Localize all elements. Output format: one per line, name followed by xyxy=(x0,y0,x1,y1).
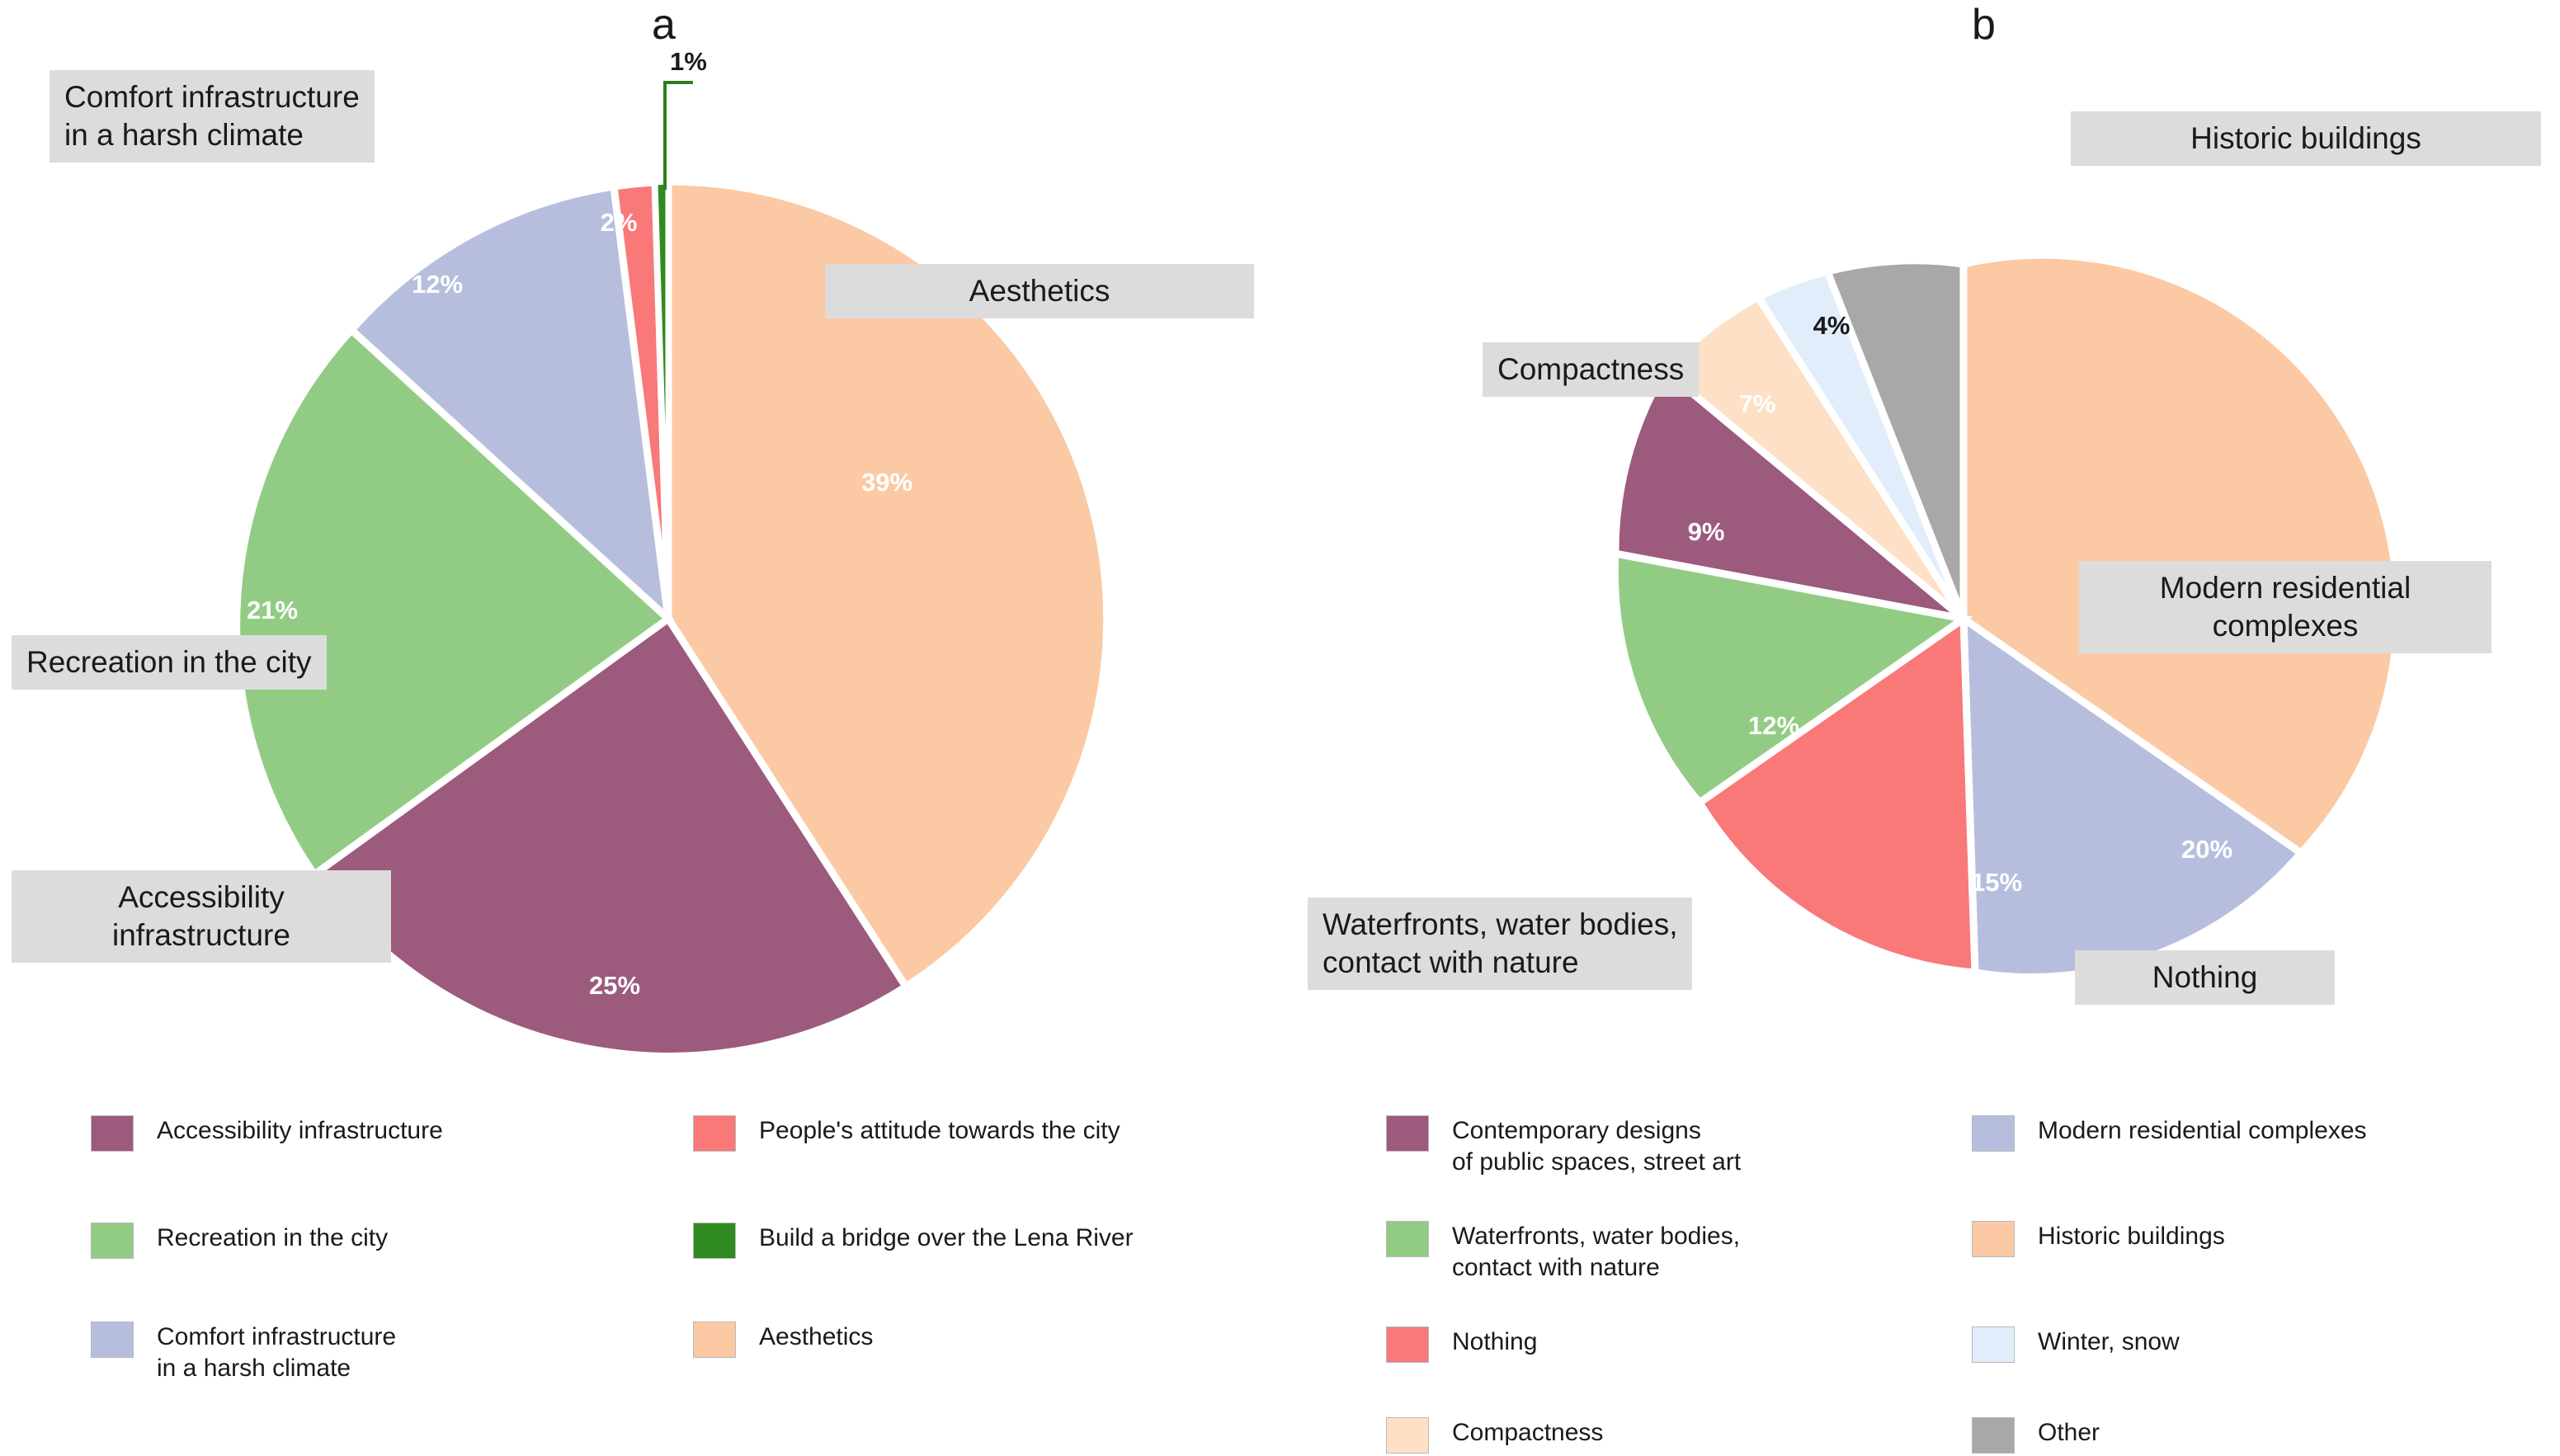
legend-b xyxy=(1287,1097,2560,1444)
callout-accessibility: Accessibility infrastructure xyxy=(12,870,391,963)
legend-label: Nothing xyxy=(1452,1328,1538,1355)
legend-label: Aesthetics xyxy=(759,1323,874,1350)
legend-item-b-1[interactable] xyxy=(1386,1221,1740,1284)
legend-item-b-2[interactable] xyxy=(1386,1326,1537,1363)
slice-label-a-bridge: 1% xyxy=(670,47,707,76)
slice-label-b-waterfronts: 12% xyxy=(1747,711,1800,740)
slice-label-b-nothing: 15% xyxy=(1970,868,2023,897)
callout-waterfronts: Waterfronts, water bodies, contact with nature xyxy=(1308,898,1692,990)
legend-item-a-0[interactable] xyxy=(91,1115,443,1152)
legend-swatch-icon xyxy=(1972,1115,2015,1152)
slice-label-a-recreation: 21% xyxy=(246,596,299,624)
legend-swatch-icon xyxy=(1386,1417,1429,1454)
legend-label: Modern residential complexes xyxy=(2038,1117,2367,1144)
legend-swatch-icon xyxy=(1386,1221,1429,1257)
legend-label: Winter, snow xyxy=(2038,1328,2180,1355)
legend-item-a-4[interactable] xyxy=(693,1223,1134,1259)
legend-label: Other xyxy=(2038,1419,2100,1446)
legend-item-b-6[interactable] xyxy=(1972,1326,2180,1363)
legend-item-b-7[interactable] xyxy=(1972,1417,2100,1454)
legend-swatch-icon xyxy=(91,1223,134,1259)
legend-swatch-icon xyxy=(1972,1417,2015,1454)
legend-swatch-icon xyxy=(693,1223,736,1259)
legend-item-a-1[interactable] xyxy=(91,1223,388,1259)
slice-label-b-winter: 4% xyxy=(1813,311,1850,340)
callout-modern-residential: Modern residential complexes xyxy=(2079,561,2492,653)
legend-item-a-2[interactable] xyxy=(91,1322,396,1384)
panel-b xyxy=(1287,0,2560,1456)
legend-swatch-icon xyxy=(693,1322,736,1358)
legend-swatch-icon xyxy=(91,1322,134,1358)
legend-item-b-4[interactable] xyxy=(1972,1115,2367,1152)
legend-swatch-icon xyxy=(693,1115,736,1152)
legend-item-a-5[interactable] xyxy=(693,1322,873,1358)
callout-historic-buildings: Historic buildings xyxy=(2071,111,2541,166)
slice-label-a-accessibility: 25% xyxy=(588,971,641,1000)
legend-label: Historic buildings xyxy=(2038,1223,2225,1250)
slice-label-a-comfort: 12% xyxy=(411,270,464,299)
callout-comfort-infrastructure: Comfort infrastructure in a harsh climate xyxy=(50,70,375,163)
legend-swatch-icon xyxy=(1972,1326,2015,1363)
legend-swatch-icon xyxy=(1972,1221,2015,1257)
slice-label-b-modern: 20% xyxy=(2180,835,2233,864)
legend-swatch-icon xyxy=(1386,1326,1429,1363)
callout-nothing: Nothing xyxy=(2075,950,2335,1005)
legend-label: Waterfronts, water bodies, contact with nature xyxy=(1452,1223,1741,1281)
slice-label-a-attitude: 2% xyxy=(600,208,638,237)
legend-item-a-3[interactable] xyxy=(693,1115,1120,1152)
panel-a-letter: a xyxy=(652,1,676,49)
slice-label-b-compactness: 7% xyxy=(1738,389,1776,418)
legend-label: Accessibility infrastructure xyxy=(157,1117,443,1144)
legend-label: Recreation in the city xyxy=(157,1224,389,1251)
legend-label: Compactness xyxy=(1452,1419,1604,1446)
legend-item-b-5[interactable] xyxy=(1972,1221,2225,1257)
legend-label: Comfort infrastructure in a harsh climate xyxy=(157,1323,397,1382)
legend-item-b-0[interactable] xyxy=(1386,1115,1741,1178)
callout-aesthetics: Aesthetics xyxy=(825,264,1254,318)
legend-swatch-icon xyxy=(91,1115,134,1152)
panel-b-letter: b xyxy=(1972,1,1996,49)
legend-swatch-icon xyxy=(1386,1115,1429,1152)
slice-label-b-contemporary: 9% xyxy=(1687,517,1725,546)
legend-a xyxy=(0,1097,1287,1444)
slice-label-a-aesthetics: 39% xyxy=(860,468,913,497)
callout-recreation: Recreation in the city xyxy=(12,635,327,690)
callout-compactness: Compactness xyxy=(1483,342,1699,397)
legend-label: Build a bridge over the Lena River xyxy=(759,1224,1134,1251)
legend-label: Contemporary designs of public spaces, street art xyxy=(1452,1117,1742,1176)
leader-line-bridge xyxy=(665,82,693,190)
legend-label: People's attitude towards the city xyxy=(759,1117,1120,1144)
legend-item-b-3[interactable] xyxy=(1386,1417,1603,1454)
